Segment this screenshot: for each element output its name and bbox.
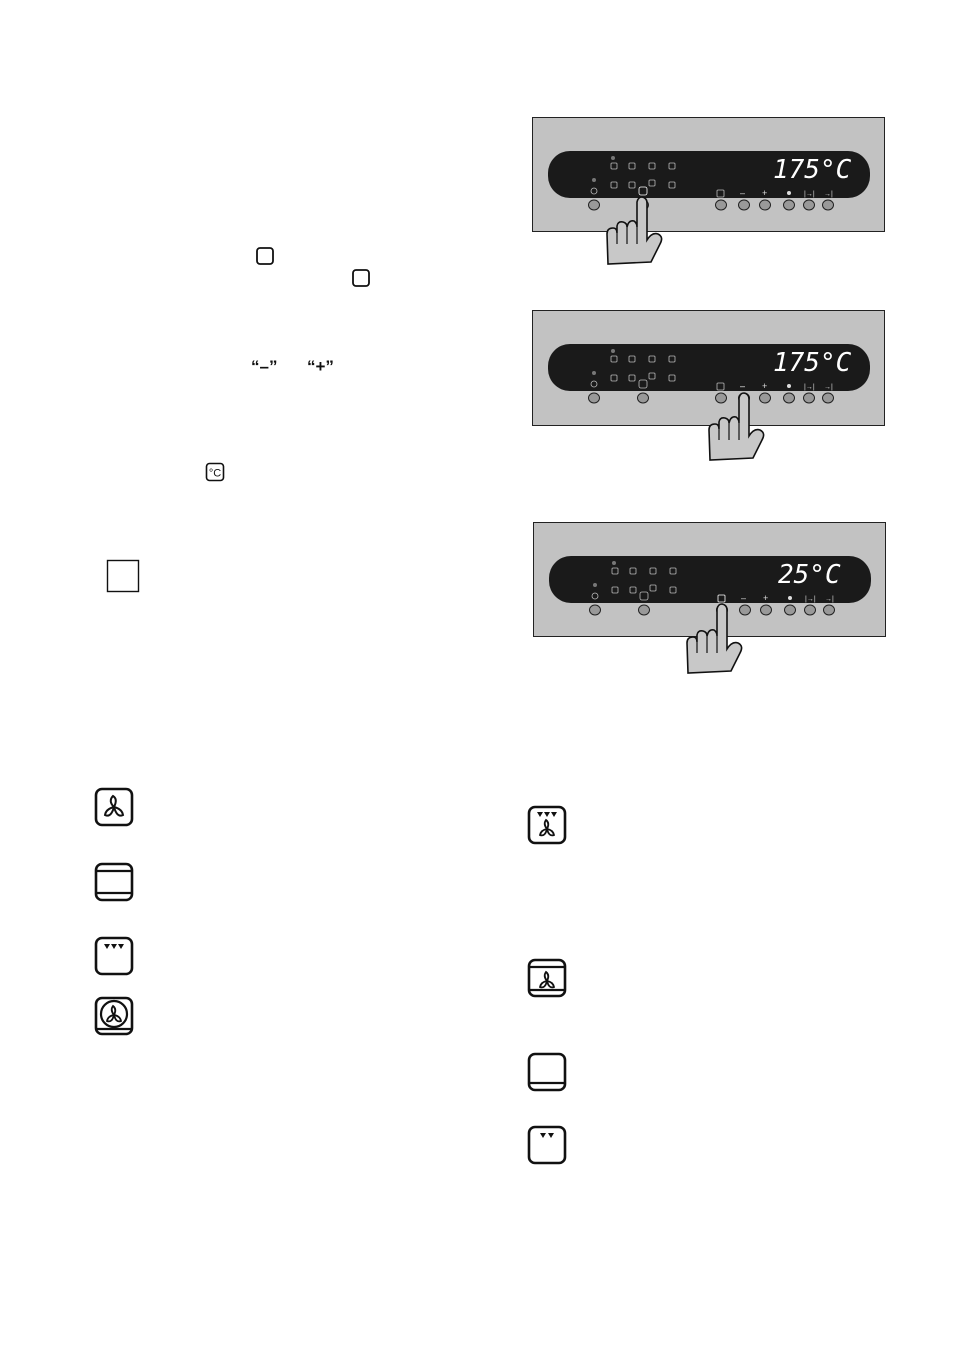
pointing-hand-icon-2 — [706, 392, 770, 462]
minus-quote-symbol: “–” — [251, 357, 278, 376]
pointing-hand-icon-1 — [604, 196, 668, 266]
oven-function-square-icon — [255, 246, 275, 266]
svg-text:→|: →| — [825, 596, 834, 603]
temperature-celsius-icon — [205, 462, 225, 482]
fan-icon — [94, 787, 134, 827]
control-panel-1 — [532, 117, 885, 232]
svg-text:+: + — [763, 593, 769, 603]
base-heat-icon — [527, 1052, 567, 1092]
svg-text:°C: °C — [208, 467, 222, 480]
rotitherm-icon — [94, 996, 134, 1036]
plus-quote-symbol: “+” — [307, 357, 334, 376]
oven-function-square-icon-2 — [351, 268, 371, 288]
panel-display-1: 175°C — [773, 155, 852, 185]
panel-display-2: 175°C — [773, 348, 852, 378]
panel-display-3: 25°C — [778, 560, 841, 590]
top-heat-icon — [94, 936, 134, 976]
fan-grill-icon — [527, 805, 567, 845]
pointing-hand-icon-3 — [684, 603, 748, 675]
svg-text:→|: →| — [824, 191, 833, 198]
svg-text:+: + — [762, 381, 768, 391]
svg-text:|→|: |→| — [804, 191, 815, 198]
svg-text:+: + — [762, 188, 768, 198]
note-square-icon — [106, 559, 140, 593]
conventional-icon — [94, 862, 134, 902]
fan-base-icon — [527, 958, 567, 998]
svg-text:→|: →| — [824, 384, 833, 391]
svg-text:|→|: |→| — [804, 384, 815, 391]
grill-icon — [527, 1125, 567, 1165]
svg-text:|→|: |→| — [805, 596, 816, 603]
svg-text:–: – — [741, 593, 747, 603]
svg-text:–: – — [740, 381, 746, 391]
svg-text:–: – — [740, 188, 746, 198]
